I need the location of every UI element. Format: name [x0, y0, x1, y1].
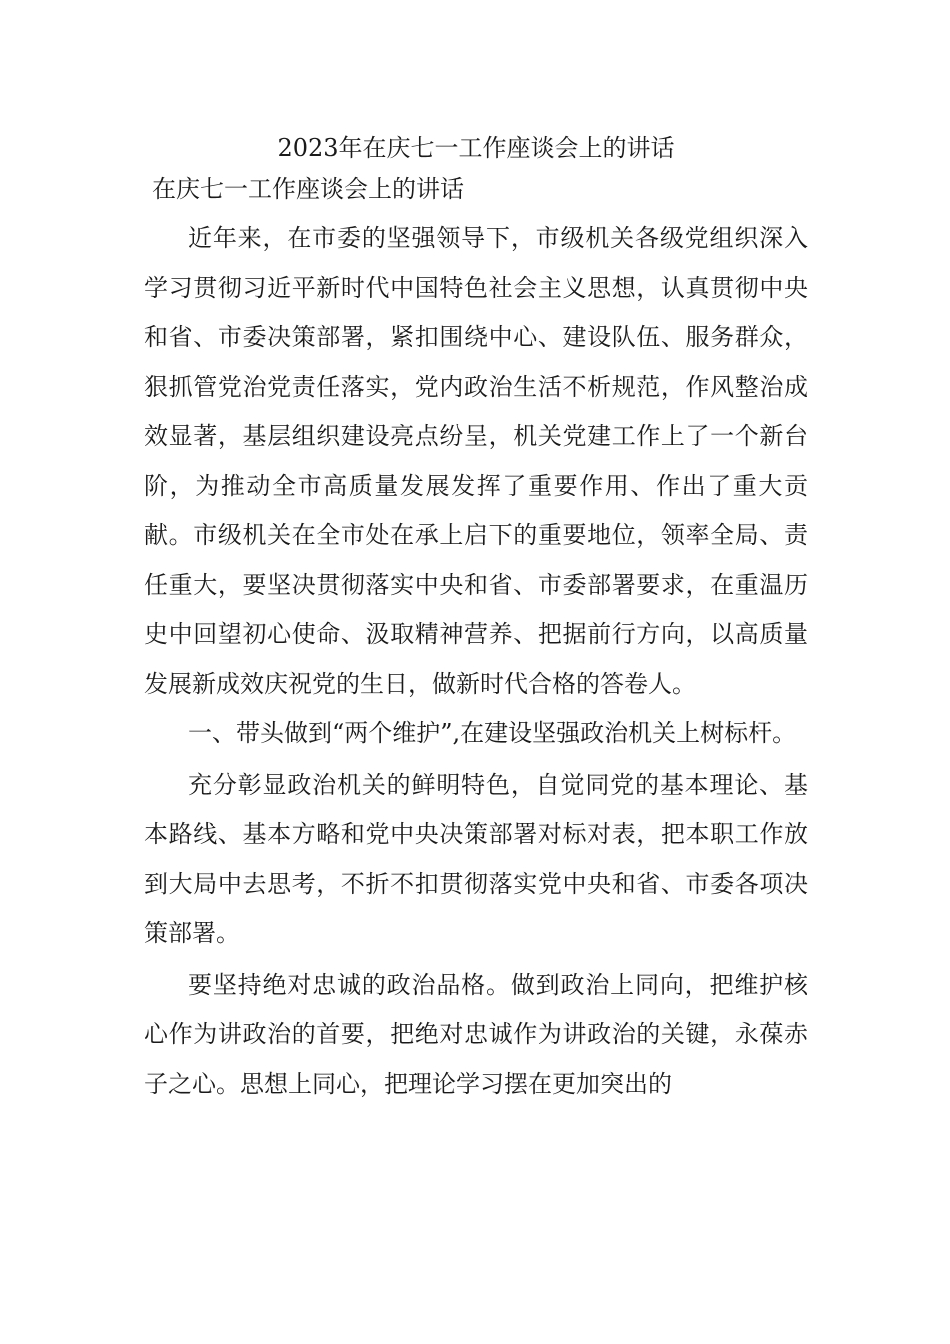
paragraph-loyalty: 要坚持绝对忠诚的政治品格。做到政治上同向，把维护核心作为讲政治的首要，把绝对忠诚作为讲政治的关键，永葆赤子之心。思想上同心，把理论学习摆在更加突出的	[144, 970, 808, 1098]
section-heading-1: 一、带头做到“两个维护”,在建设坚强政治机关上树标杆。	[188, 719, 797, 747]
document-page	[144, 128, 808, 1109]
paragraph-intro: 近年来，在市委的坚强领导下，市级机关各级党组织深入学习贯彻习近平新时代中国特色社会主义思想，认真贯彻中央和省、市委决策部署，紧扣围绕中心、建设队伍、服务群众，狠抓管党治党责任落实，党内政治生活不析规范，作风整治成效显著，基层组织建设亮点纷呈，机关党建工作上了一个新台阶，为推动全市高质量发展发挥了重要作用、作出了重大贡献。市级机关在全市处在承上启下的重要地位，领率全局、责任重大，要坚决贯彻落实中央和省、市委部署要求，在重温历史中回望初心使命、汲取精神营养、把据前行方向，以高质量发展新成效庆祝党的生日，做新时代合格的答卷人。	[144, 224, 808, 698]
document-subtitle: 在庆七一工作座谈会上的讲话	[152, 175, 464, 203]
paragraph-political-features: 充分彰显政治机关的鲜明特色，自觉同党的基本理论、基本路线、基本方略和党中央决策部署对标对表，把本职工作放到大局中去思考，不折不扣贯彻落实党中央和省、市委各项决策部署。	[144, 770, 808, 947]
document-title: 2023年在庆七一工作座谈会上的讲话	[277, 134, 675, 162]
